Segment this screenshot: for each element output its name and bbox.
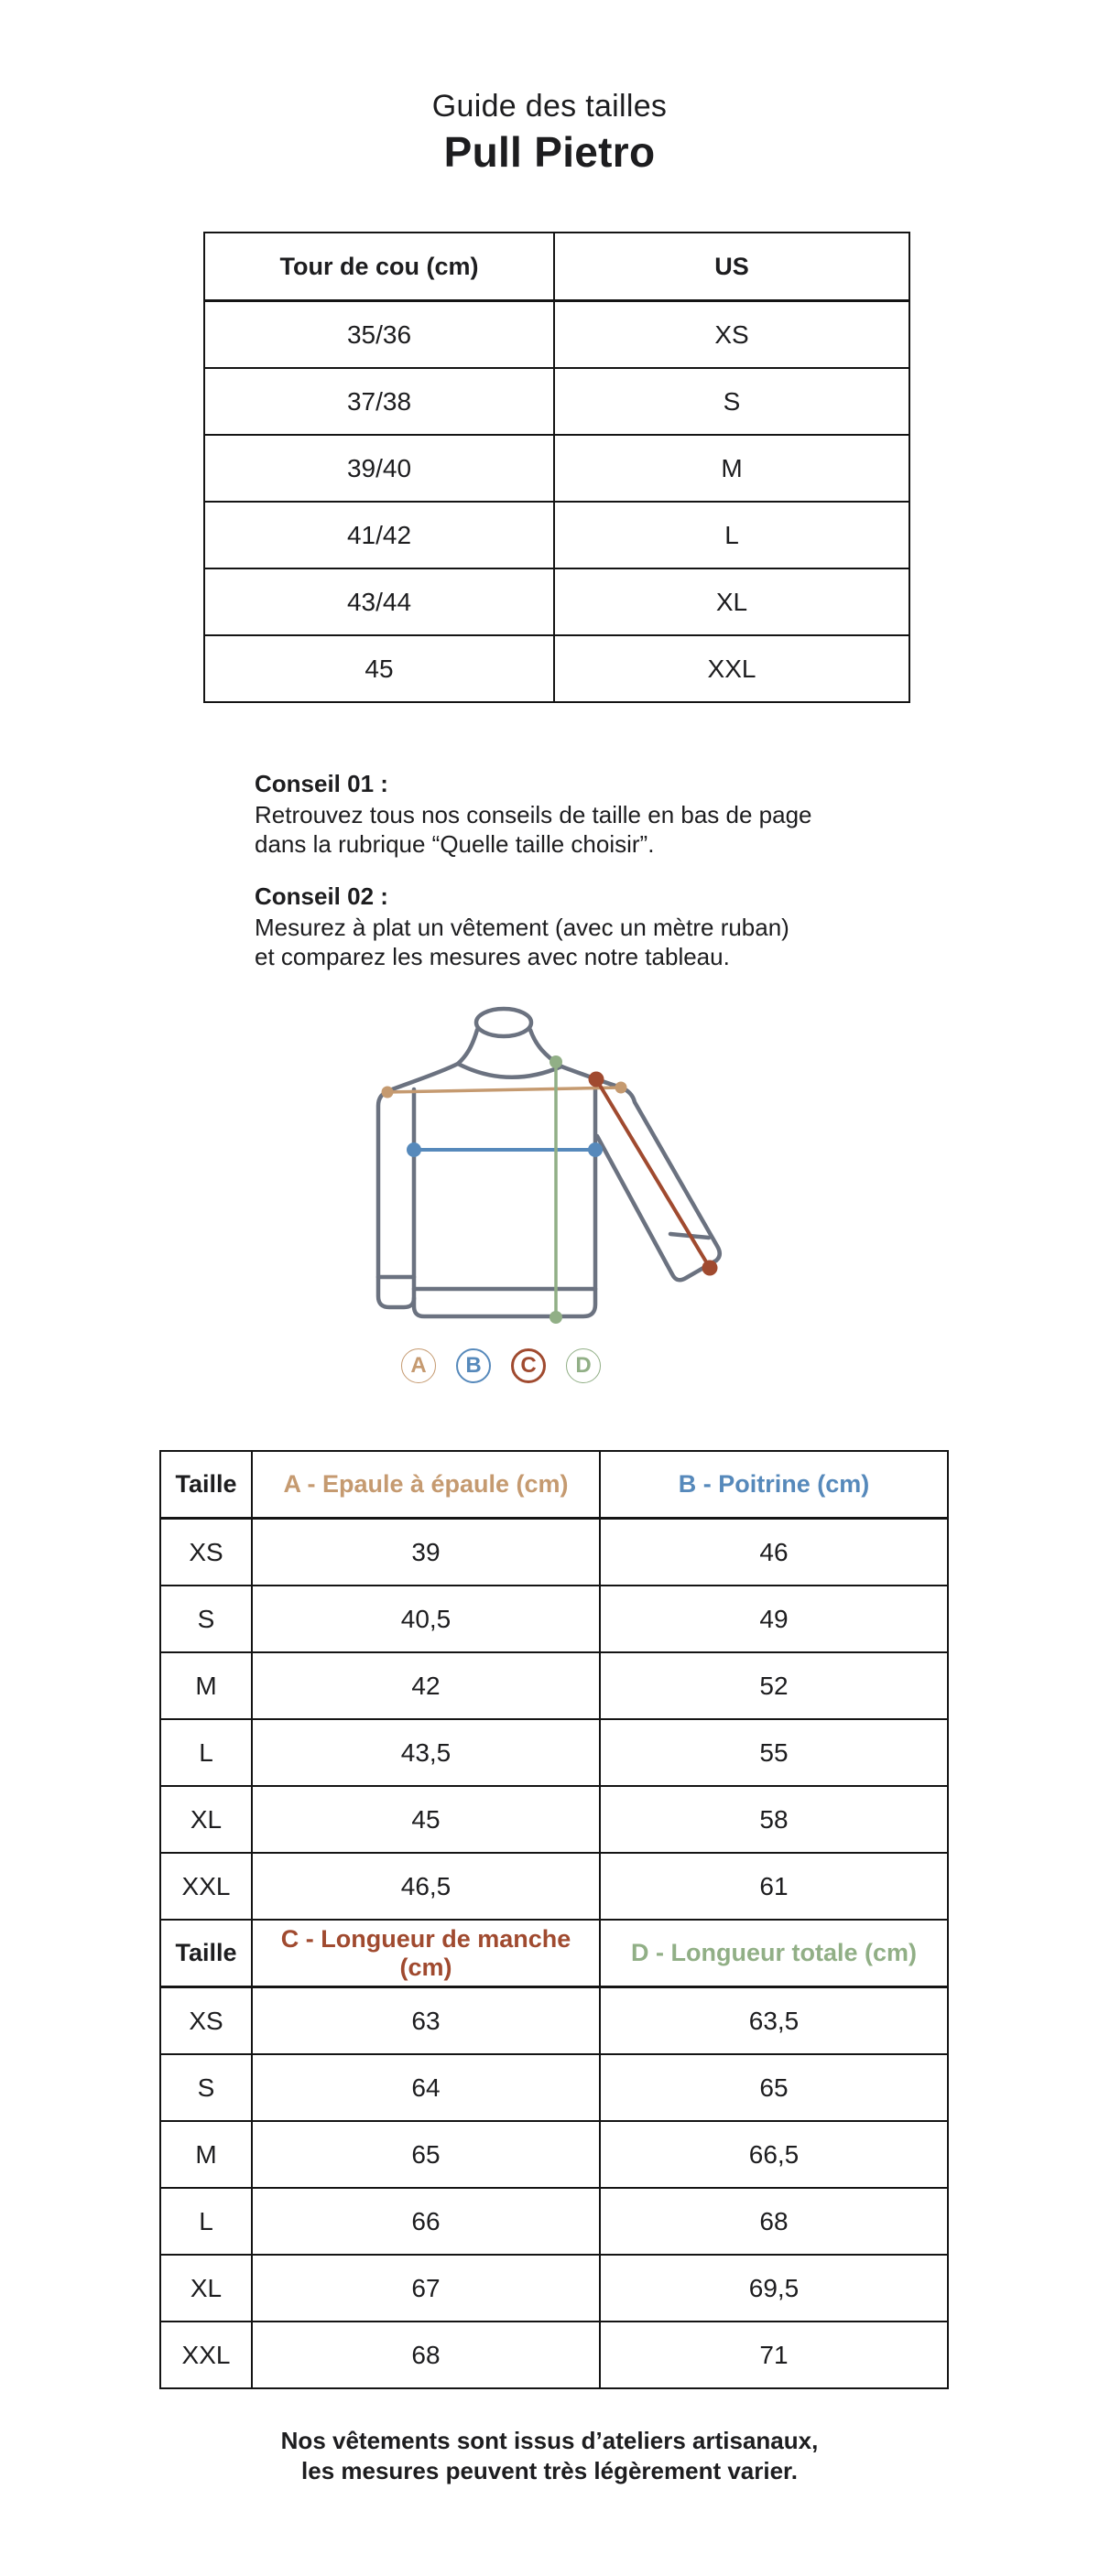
collar-top xyxy=(476,1009,531,1036)
cell-size: L xyxy=(160,1719,252,1786)
neck-table-header-cou: Tour de cou (cm) xyxy=(204,233,554,301)
cell-value: 64 xyxy=(252,2054,600,2121)
legend-badge-a xyxy=(401,1348,436,1383)
cell-value: 42 xyxy=(252,1652,600,1719)
header-poitrine: B - Poitrine (cm) xyxy=(600,1451,948,1519)
legend-badge-b xyxy=(456,1348,491,1383)
cell-value: 46 xyxy=(600,1519,948,1586)
table-row xyxy=(160,1987,948,2055)
body xyxy=(414,1080,595,1316)
cell-value: 71 xyxy=(600,2322,948,2388)
sweater-measurement-diagram xyxy=(348,989,760,1401)
cell-size: XXL xyxy=(160,2322,252,2388)
table-row xyxy=(160,1586,948,1652)
neck-table-header-us: US xyxy=(554,233,909,301)
header-longueur-totale: D - Longueur totale (cm) xyxy=(600,1920,948,1987)
measurements-table xyxy=(159,1450,949,2389)
table-row xyxy=(204,568,909,635)
legend-letter-b: B xyxy=(465,1353,482,1378)
cell-value: 67 xyxy=(252,2255,600,2322)
legend-badge-d xyxy=(566,1348,601,1383)
legend-letter-a: A xyxy=(410,1353,427,1378)
measure-header-row-ab xyxy=(160,1451,948,1519)
cell-value: 46,5 xyxy=(252,1853,600,1920)
legend-letter-d: D xyxy=(575,1353,592,1378)
cell-neck: 39/40 xyxy=(204,435,554,502)
table-row xyxy=(204,301,909,369)
header-manche: C - Longueur de manche (cm) xyxy=(252,1920,600,1987)
cell-value: 49 xyxy=(600,1586,948,1652)
cell-value: 61 xyxy=(600,1853,948,1920)
table-row xyxy=(160,1652,948,1719)
cell-us: XS xyxy=(554,301,909,369)
measurement-legend xyxy=(401,1348,601,1383)
table-row xyxy=(160,1853,948,1920)
table-row xyxy=(204,435,909,502)
cell-size: XL xyxy=(160,2255,252,2322)
collar-left-edge xyxy=(458,1030,477,1064)
neck-table-header-row xyxy=(204,233,909,301)
cell-value: 45 xyxy=(252,1786,600,1853)
footer-line-1: Nos vêtements sont issus d’ateliers artisanaux, xyxy=(280,2427,819,2454)
cell-neck: 41/42 xyxy=(204,502,554,568)
neck-size-table xyxy=(203,232,910,703)
tip-02-label: Conseil 02 : xyxy=(255,882,388,910)
page-title: Guide des tailles xyxy=(431,89,668,124)
cell-size: M xyxy=(160,1652,252,1719)
table-row xyxy=(160,2054,948,2121)
table-row xyxy=(160,2121,948,2188)
cell-us: L xyxy=(554,502,909,568)
measure-header-row-cd xyxy=(160,1920,948,1987)
left-shoulder xyxy=(387,1064,458,1091)
cell-value: 68 xyxy=(252,2322,600,2388)
cell-us: M xyxy=(554,435,909,502)
cell-us: S xyxy=(554,368,909,435)
header-taille: Taille xyxy=(160,1920,252,1987)
header-taille: Taille xyxy=(160,1451,252,1519)
table-row xyxy=(160,2322,948,2388)
measure-line-c xyxy=(589,1072,718,1276)
cell-size: XS xyxy=(160,1519,252,1586)
table-row xyxy=(160,2188,948,2255)
tip-01-line-2: dans la rubrique “Quelle taille choisir”. xyxy=(255,830,655,858)
table-row xyxy=(204,368,909,435)
cell-us: XXL xyxy=(554,635,909,702)
cell-size: M xyxy=(160,2121,252,2188)
cell-size: XS xyxy=(160,1987,252,2055)
cell-size: S xyxy=(160,2054,252,2121)
cell-value: 58 xyxy=(600,1786,948,1853)
cell-value: 63,5 xyxy=(600,1987,948,2055)
cell-neck: 35/36 xyxy=(204,301,554,369)
table-row xyxy=(160,2255,948,2322)
collar-bottom-rim xyxy=(458,1064,561,1077)
cell-value: 52 xyxy=(600,1652,948,1719)
tip-02-line-1: Mesurez à plat un vêtement (avec un mètre ruban) xyxy=(255,914,789,941)
cell-size: XXL xyxy=(160,1853,252,1920)
cell-value: 39 xyxy=(252,1519,600,1586)
left-sleeve xyxy=(378,1090,414,1307)
measure-line-b xyxy=(407,1142,603,1157)
measure-line-d xyxy=(550,1055,562,1324)
cell-value: 43,5 xyxy=(252,1719,600,1786)
cell-size: L xyxy=(160,2188,252,2255)
cell-neck: 45 xyxy=(204,635,554,702)
cell-value: 69,5 xyxy=(600,2255,948,2322)
cell-value: 66 xyxy=(252,2188,600,2255)
cell-value: 65 xyxy=(600,2054,948,2121)
cell-value: 66,5 xyxy=(600,2121,948,2188)
footer-line-2: les mesures peuvent très légèrement varier. xyxy=(301,2457,798,2484)
cell-value: 63 xyxy=(252,1987,600,2055)
table-row xyxy=(160,1519,948,1586)
size-tips xyxy=(255,768,812,971)
product-title: Pull Pietro xyxy=(443,128,656,176)
legend-badge-c xyxy=(511,1348,546,1383)
tip-02-line-2: et comparez les mesures avec notre tableau. xyxy=(255,943,730,970)
cell-size: XL xyxy=(160,1786,252,1853)
cell-neck: 37/38 xyxy=(204,368,554,435)
header-epaule: A - Epaule à épaule (cm) xyxy=(252,1451,600,1519)
tip-01-line-1: Retrouvez tous nos conseils de taille en bas de page xyxy=(255,801,812,828)
table-row xyxy=(204,635,909,702)
cell-value: 68 xyxy=(600,2188,948,2255)
footer-note xyxy=(0,2426,1099,2486)
table-row xyxy=(160,1719,948,1786)
tips-spacer xyxy=(255,859,812,881)
tip-01-label: Conseil 01 : xyxy=(255,770,388,797)
cell-value: 40,5 xyxy=(252,1586,600,1652)
cell-value: 55 xyxy=(600,1719,948,1786)
legend-letter-c: C xyxy=(520,1353,537,1378)
table-row xyxy=(160,1786,948,1853)
cell-size: S xyxy=(160,1586,252,1652)
sweater-outline xyxy=(378,1009,720,1316)
cell-neck: 43/44 xyxy=(204,568,554,635)
table-row xyxy=(204,502,909,568)
cell-us: XL xyxy=(554,568,909,635)
cell-value: 65 xyxy=(252,2121,600,2188)
